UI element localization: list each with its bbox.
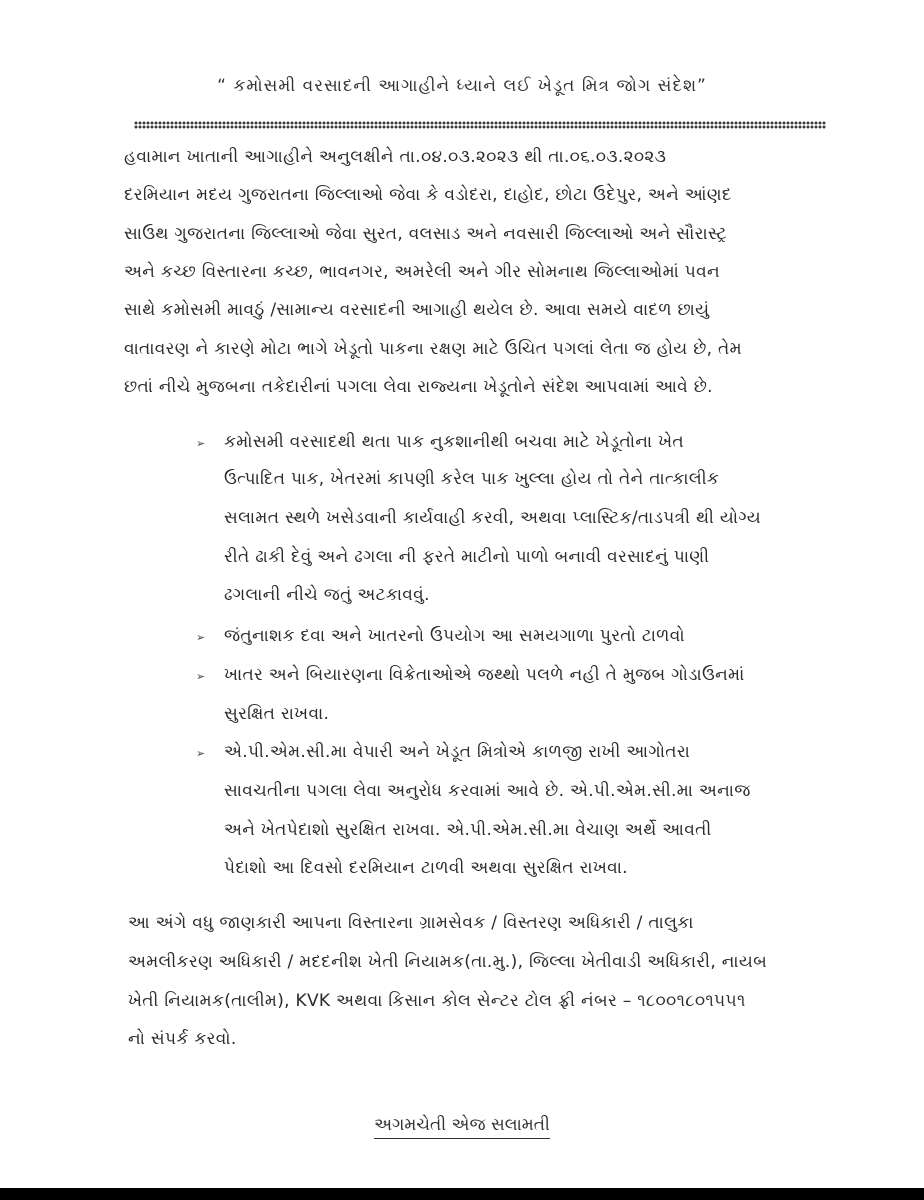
intro-line-3: સાઉથ ગુજરાતના જિલ્લાઓ જેવા સુરત, વલસાડ અને નવસારી જિલ્લાઓ અને સૌરાસ્ટ્ર <box>124 224 727 244</box>
bullet-arrow-icon: ➢ <box>196 670 206 683</box>
intro-line-2: દરમિયાન મદય ગુજરાતના જિલ્લાઓ જેવા કે વડોદરા, દાહોદ, છોટા ઉદેપુર, અને આંણદ <box>124 185 732 205</box>
bullet-arrow-icon: ➢ <box>196 437 206 450</box>
intro-line-7: છતાં નીચે મુજબના તકેદારીનાં પગલા લેવા રાજ્યના ખેડૂતોને સંદેશ આપવામાં આવે છે. <box>124 377 713 397</box>
intro-line-1: હવામાન ખાતાની આગાહીને અનુલક્ષીને તા.૦૪.૦૩.૨૦૨૩ થી તા.૦૬.૦૩.૨૦૨૩ <box>124 147 667 167</box>
bullet-1-line-2: ઉત્પાદિત પાક, ખેતરમાં કાપણી કરેલ પાક ખુલ્લા હોય તો તેને તાત્કાલીક <box>224 469 720 489</box>
document-title: “ કમોસમી વરસાદની આગાહીને ધ્યાને લઈ ખેડૂત મિત્ર જોગ સંદેશ” <box>217 76 707 96</box>
bullet-4-line-1: એ.પી.એમ.સી.મા વેપારી અને ખેડૂત મિત્રોએ કાળજી રાખી આગોતરા <box>224 742 691 762</box>
bottom-edge-bar <box>0 1188 924 1200</box>
contact-line-2: અમલીકરણ અધિકારી / મદદનીશ ખેતી નિયામક(તા.મુ.), જિલ્લા ખેતીવાડી અધિકારી, નાયબ <box>128 952 768 972</box>
contact-line-4: નો સંપર્ક કરવો. <box>128 1029 237 1049</box>
bullet-1-line-5: ઢગલાની નીચે જતું અટકાવવું. <box>224 585 430 605</box>
bullet-4-line-4: પેદાશો આ દિવસો દરમિયાન ટાળવી અથવા સુરક્ષિત રાખવા. <box>224 858 628 878</box>
bullet-4-line-3: અને ખેતપેદાશો સુરક્ષિત રાખવા. એ.પી.એમ.સી.મા વેચાણ અર્થે આવતી <box>224 820 712 840</box>
bullet-3-line-1: ખાતર અને બિયારણના વિક્રેતાઓએ જથ્થો પલળે નહી તે મુજબ ગોડાઉનમાં <box>224 665 745 685</box>
contact-line-1: આ અંગે વધુ જાણકારી આપના વિસ્તારના ગ્રામસેવક / વિસ્તરણ અધિકારી / તાલુકા <box>128 913 694 933</box>
bullet-4-line-2: સાવચતીના પગલા લેવા અનુરોધ કરવામાં આવે છે. એ.પી.એમ.સી.મા અનાજ <box>224 781 751 801</box>
closing-slogan-text: અગમચેતી એજ સલામતી <box>374 1115 550 1139</box>
bullet-1-line-4: રીતે ઢાકી દેવું અને ઢગલા ની ફરતે માટીનો પાળો બનાવી વરસાદનું પાણી <box>224 547 710 567</box>
contact-line-3: ખેતી નિયામક(તાલીમ), KVK અથવા કિસાન કોલ સેન્ટર ટોલ ફ્રી નંબર – ૧૮૦૦૧૮૦૧૫૫૧ <box>128 991 746 1011</box>
bullet-arrow-icon: ➢ <box>196 747 206 760</box>
closing-slogan <box>0 1115 924 1135</box>
bullet-1-line-3: સલામત સ્થળે ખસેડવાની કાર્યવાહી કરવી, અથવા પ્લાસ્ટિક/તાડપત્રી થી યોગ્ય <box>224 508 761 528</box>
dotted-divider <box>134 121 826 129</box>
bullet-3-line-2: સુરક્ષિત રાખવા. <box>224 704 330 724</box>
bullet-arrow-icon: ➢ <box>196 631 206 644</box>
intro-line-5: સાથે કમોસમી માવઠું /સામાન્ય વરસાદની આગાહી થયેલ છે. આવા સમયે વાદળ છાયું <box>124 300 710 320</box>
intro-line-6: વાતાવરણ ને કારણે મોટા ભાગે ખેડૂતો પાકના રક્ષણ માટે ઉચિત પગલાં લેતા જ હોય છે, તેમ <box>124 339 742 359</box>
bullet-2-line-1: જંતુનાશક દવા અને ખાતરનો ઉપયોગ આ સમયગાળા પુરતો ટાળવો <box>224 626 685 646</box>
bullet-1-line-1: કમોસમી વરસાદથી થતા પાક નુકશાનીથી બચવા માટે ખેડૂતોના ખેત <box>224 432 684 452</box>
intro-line-4: અને કચ્છ વિસ્તારના કચ્છ, ભાવનગર, અમરેલી અને ગીર સોમનાથ જિલ્લાઓમાં પવન <box>124 262 720 282</box>
